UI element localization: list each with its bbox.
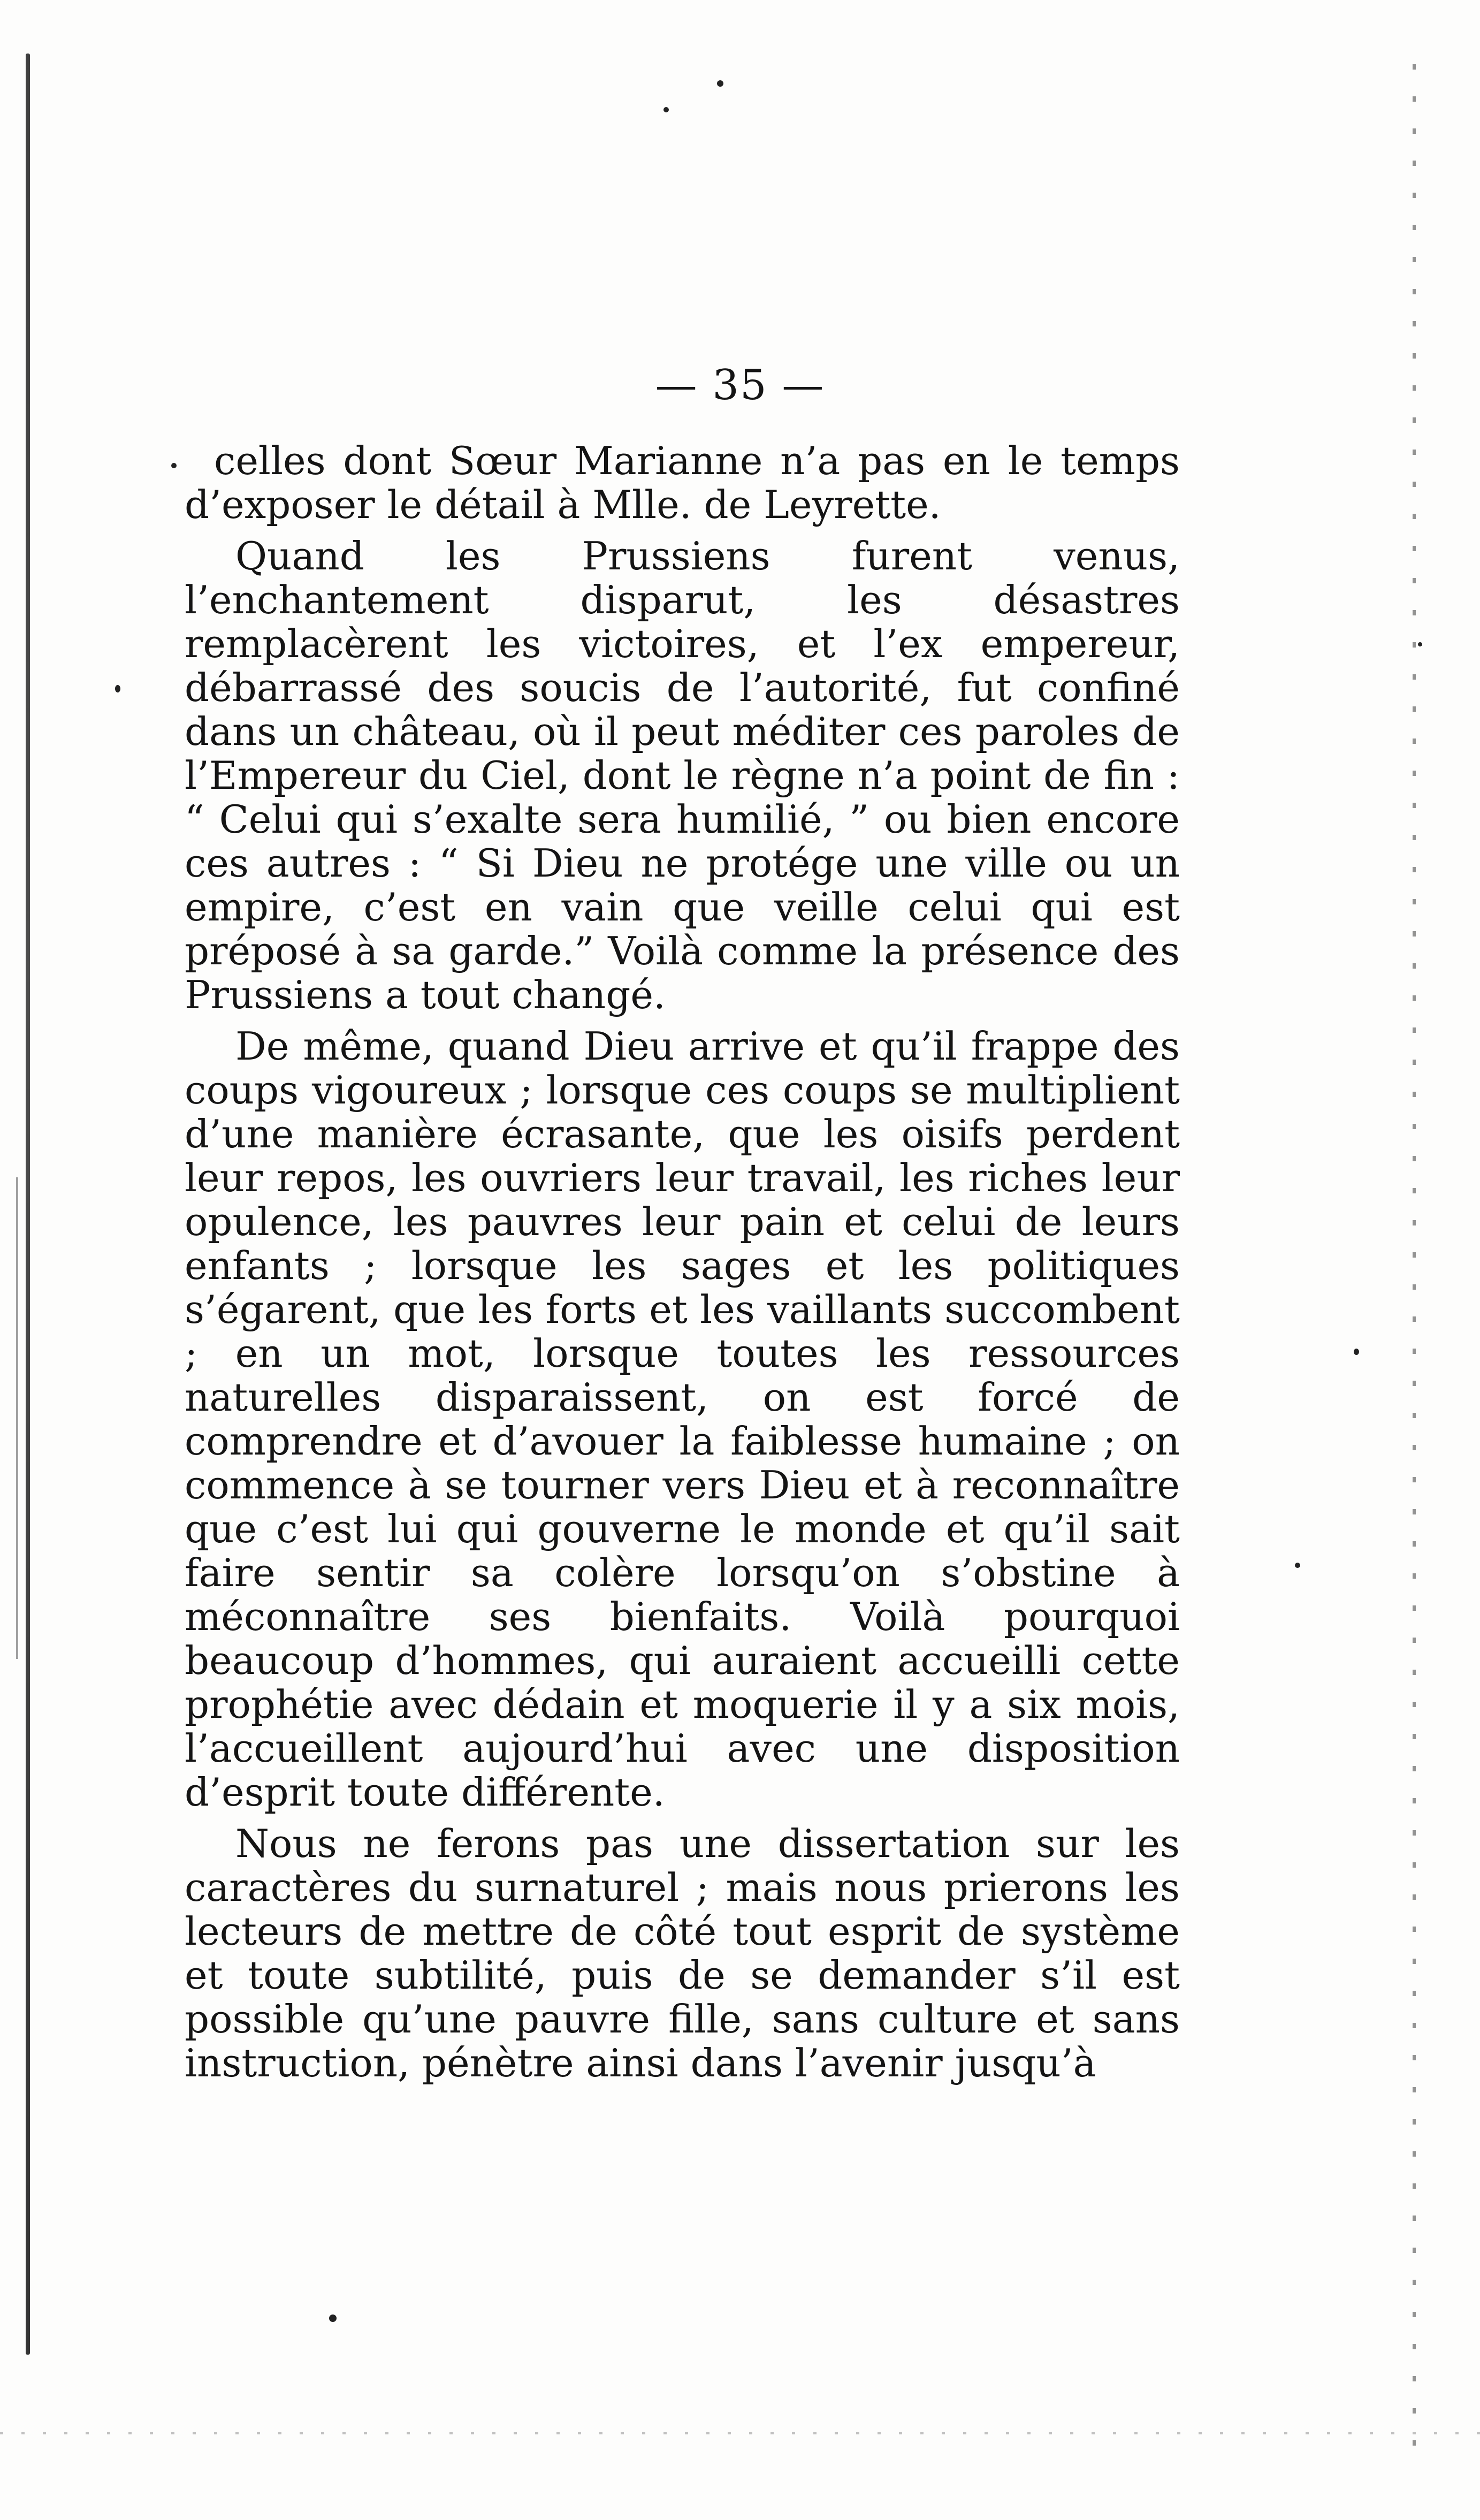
ink-speck [1354,1349,1359,1355]
page-number: — 35 — [655,361,825,409]
ink-speck [1418,642,1422,646]
right-margin-marks [1413,64,1416,2446]
paragraph: Nous ne ferons pas une dissertation sur les caractères du surnaturel ; mais nous prierons les lecteurs de mettre de côté tout esprit de système et toute subtilité, puis de se demander s’il est possible qu’une pauvre fille, sans culture et sans instruction, pénètre ainsi dans l’avenir jusqu’à [185,1821,1180,2085]
ink-speck [717,80,723,87]
ink-speck [115,685,120,692]
body-text [185,439,1180,2085]
ink-speck [1295,1563,1300,1568]
ink-speck [329,2315,337,2322]
paragraph: celles dont Sœur Marianne n’a pas en le temps d’exposer le détail à Mlle. de Leyrette. [185,438,1180,527]
binding-edge-shadow [16,1177,18,1659]
paragraph: Quand les Prussiens furent venus, l’enchantement disparut, les désastres remplacèrent les victoires, et l’ex empereur, débarrassé des soucis de l’autorité, fut confiné dans un château, où il peut méditer ces paroles de l’Empereur du Ciel, dont le règne n’a point de fin : “ Celui qui s’exalte sera humilié, ” ou bien encore ces autres : “ Si Dieu ne protége une ville ou un empire, c’est en vain que veille celui qui est préposé à sa garde.” Voilà comme la présence des Prussiens a tout changé. [185,534,1180,1017]
page-bottom-noise [0,2432,1480,2434]
ink-speck [663,107,669,112]
ink-speck [171,463,177,468]
paragraph: De même, quand Dieu arrive et qu’il frappe des coups vigoureux ; lorsque ces coups se multiplient d’une manière écrasante, que les oisifs perdent leur repos, les ouvriers leur travail, les riches leur opulence, les pauvres leur pain et celui de leurs enfants ; lorsque les sages et les politiques s’égarent, que les forts et les vaillants succombent ; en un mot, lorsque toutes les ressources naturelles disparaissent, on est forcé de comprendre et d’avouer la faiblesse humaine ; on commence à se tourner vers Dieu et à reconnaître que c’est lui qui gouverne le monde et qu’il sait faire sentir sa colère lorsqu’on s’obstine à méconnaître ses bienfaits. Voilà pourquoi beaucoup d’hommes, qui auraient accueilli cette prophétie avec dédain et moquerie il y a six mois, l’accueillent aujourd’hui avec une disposition d’esprit toute différente. [185,1024,1180,1815]
